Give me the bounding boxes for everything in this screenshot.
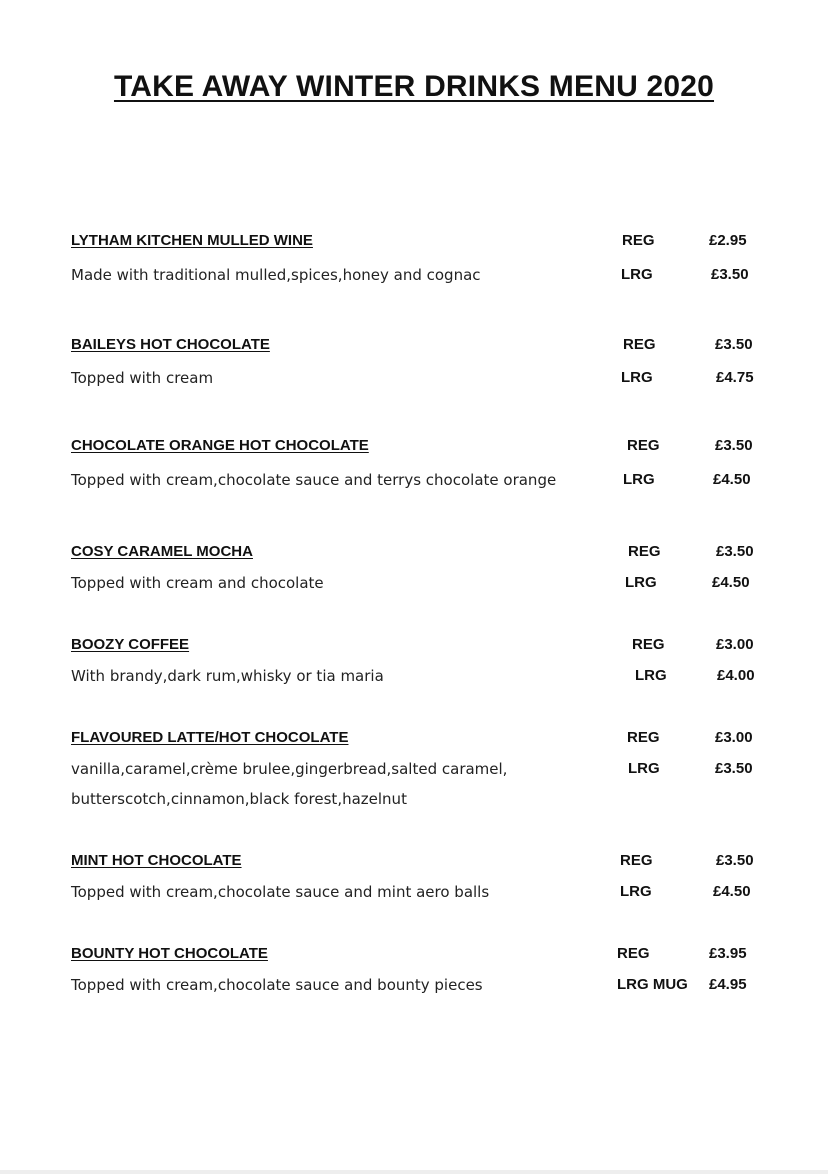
price-lrg: £4.50 — [712, 574, 750, 591]
item-name: BOUNTY HOT CHOCOLATE — [71, 945, 268, 962]
item-name: MINT HOT CHOCOLATE — [71, 852, 242, 869]
price-reg: £3.95 — [709, 945, 747, 962]
size-lrg: LRG — [621, 369, 653, 386]
size-reg: REG — [617, 945, 650, 962]
size-reg: REG — [632, 636, 665, 653]
price-lrg: £4.50 — [713, 471, 751, 488]
price-lrg: £4.00 — [717, 667, 755, 684]
item-description: vanilla,caramel,crème brulee,gingerbread,salted caramel, — [71, 760, 508, 778]
item-description: Topped with cream and chocolate — [71, 574, 324, 592]
size-lrg: LRG — [625, 574, 657, 591]
item-description: Topped with cream,chocolate sauce and bounty pieces — [71, 976, 483, 994]
item-name: LYTHAM KITCHEN MULLED WINE — [71, 232, 313, 249]
menu-item — [71, 437, 771, 497]
item-description: With brandy,dark rum,whisky or tia maria — [71, 667, 384, 685]
item-description: Topped with cream — [71, 369, 214, 387]
menu-item — [71, 543, 771, 603]
item-description: Made with traditional mulled,spices,honey and cognac — [71, 266, 481, 284]
menu-item — [71, 232, 771, 292]
price-reg: £3.00 — [716, 636, 754, 653]
item-name: FLAVOURED LATTE/HOT CHOCOLATE — [71, 729, 349, 746]
price-lrg: £3.50 — [715, 760, 753, 777]
item-description-continued: butterscotch,cinnamon,black forest,hazelnut — [71, 790, 407, 808]
size-lrg: LRG — [621, 266, 653, 283]
menu-item — [71, 729, 771, 819]
menu-item — [71, 636, 771, 696]
menu-item — [71, 945, 771, 1005]
menu-item — [71, 852, 771, 912]
menu-item — [71, 336, 771, 396]
price-lrg: £4.95 — [709, 976, 747, 993]
item-name: BOOZY COFFEE — [71, 636, 190, 653]
size-reg: REG — [627, 437, 660, 454]
menu-title: TAKE AWAY WINTER DRINKS MENU 2020 — [113, 70, 715, 103]
price-reg: £3.50 — [716, 852, 754, 869]
item-name: COSY CARAMEL MOCHA — [71, 543, 253, 560]
price-lrg: £4.75 — [716, 369, 754, 386]
item-name: BAILEYS HOT CHOCOLATE — [71, 336, 270, 353]
price-reg: £3.50 — [715, 437, 753, 454]
size-lrg: LRG — [620, 883, 652, 900]
price-lrg: £3.50 — [711, 266, 749, 283]
price-reg: £3.00 — [715, 729, 753, 746]
price-reg: £3.50 — [715, 336, 753, 353]
size-lrg: LRG — [635, 667, 667, 684]
price-reg: £2.95 — [709, 232, 747, 249]
size-reg: REG — [620, 852, 653, 869]
size-lrg: LRG MUG — [617, 976, 688, 993]
size-reg: REG — [628, 543, 661, 560]
size-lrg: LRG — [628, 760, 660, 777]
size-lrg: LRG — [623, 471, 655, 488]
item-description: Topped with cream,chocolate sauce and terrys chocolate orange — [71, 471, 557, 489]
size-reg: REG — [623, 336, 656, 353]
size-reg: REG — [622, 232, 655, 249]
item-name: CHOCOLATE ORANGE HOT CHOCOLATE — [71, 437, 369, 454]
item-description: Topped with cream,chocolate sauce and mint aero balls — [71, 883, 490, 901]
price-lrg: £4.50 — [713, 883, 751, 900]
price-reg: £3.50 — [716, 543, 754, 560]
size-reg: REG — [627, 729, 660, 746]
page-bottom-edge — [0, 1170, 828, 1174]
